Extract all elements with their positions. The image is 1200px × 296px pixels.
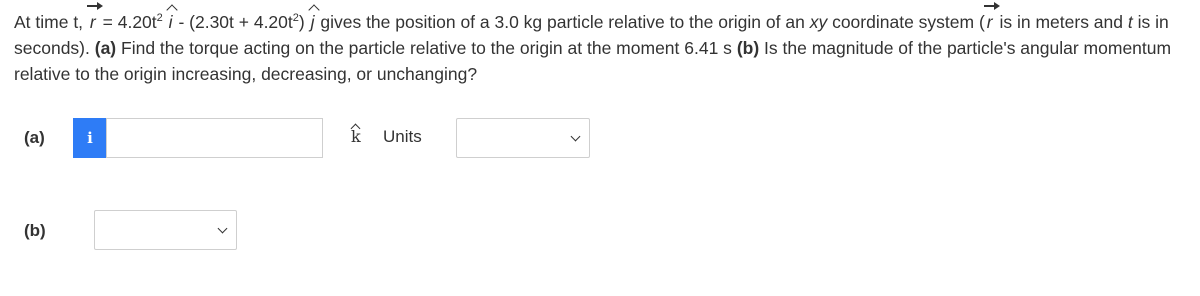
question-body: gives the position of a 3.0 kg particle relative to the origin of an [320, 12, 805, 32]
xy-label: xy [809, 12, 828, 32]
info-icon: i [87, 129, 93, 147]
part-a-label: (a) [24, 128, 45, 147]
question-part-a-text: Find the torque acting on the particle relative to the origin at the moment 6.41 s [121, 38, 732, 58]
minus-sign: - [178, 12, 185, 32]
part-a-answer-input[interactable] [106, 118, 323, 158]
term1-coefficient: 4.20t [117, 12, 157, 32]
unit-vector-k [351, 127, 361, 146]
part-b-label: (b) [24, 221, 46, 240]
units-select[interactable] [456, 118, 590, 158]
units-text: is in meters and [999, 12, 1124, 32]
question-part-b-label: (b) [736, 38, 760, 58]
question-part-b-text: Is the magnitude of the particle's angular momentum relative to the origin increasing, decreasing, or unchanging? [14, 38, 1172, 84]
question-part-a-label: (a) [94, 38, 117, 58]
term1-exponent: 2 [156, 12, 163, 25]
term2-open: (2.30t + 4.20t [189, 12, 293, 32]
info-icon-button[interactable] [73, 118, 107, 158]
chevron-down-icon [571, 132, 581, 142]
equals-sign: = [102, 12, 113, 32]
unit-i-symbol: i [168, 9, 174, 35]
term2-exponent: 2 [292, 12, 299, 25]
coordinate-system-text: coordinate system ( [832, 12, 985, 32]
position-vector-symbol: r [88, 9, 98, 35]
position-vector-symbol-2: r [985, 9, 995, 35]
chevron-down-icon [218, 224, 228, 234]
seconds-text: is in seconds). [14, 12, 1169, 58]
question-intro: At time t, [14, 12, 84, 32]
question-text [14, 9, 1190, 87]
time-variable: t [1127, 12, 1133, 32]
k-hat-symbol: k [351, 127, 361, 146]
part-b-select[interactable] [94, 210, 237, 250]
units-label: Units [383, 127, 422, 146]
unit-j-symbol: j [310, 9, 316, 35]
term2-close: ) [298, 12, 305, 32]
